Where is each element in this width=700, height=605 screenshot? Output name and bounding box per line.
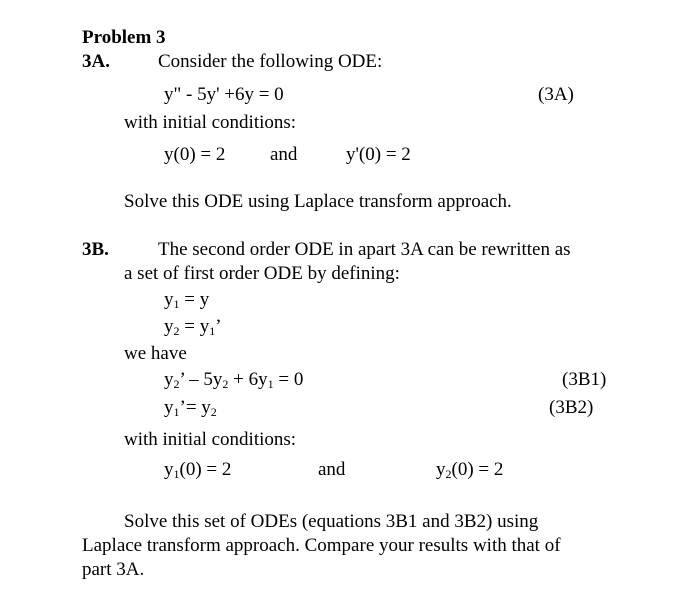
part-b-eq1-tag: (3B1)	[562, 369, 607, 390]
part-b-instruction-line2: Laplace transform approach. Compare your results with that of	[82, 535, 561, 556]
part-b-intro-line1: The second order ODE in apart 3A can be rewritten as	[158, 239, 571, 260]
part-b-ic1: $y_1(0) = 2$	[164, 459, 232, 481]
part-a-equation: y" - 5y' +6y = 0	[164, 84, 284, 105]
part-b-def2: $y_2 = y_1$’	[164, 316, 222, 338]
part-b-we-have: we have	[124, 343, 187, 364]
part-a-ic-intro: with initial conditions:	[124, 112, 297, 133]
part-b-ic-and: and	[318, 459, 346, 480]
part-b-ic2: $y_2(0) = 2$	[436, 459, 504, 481]
part-b-def1: $y_1 = y$	[164, 289, 210, 311]
part-a-ic1: y(0) = 2	[164, 144, 226, 165]
problem-title: Problem 3	[82, 27, 166, 48]
part-b-eq2-tag: (3B2)	[549, 397, 594, 418]
part-b-instruction-line1: Solve this set of ODEs (equations 3B1 and 3B2) using	[124, 511, 539, 532]
part-a-intro: Consider the following ODE:	[158, 51, 383, 72]
part-b-intro-line2: a set of first order ODE by defining:	[124, 263, 400, 284]
part-a-label: 3A.	[82, 51, 110, 72]
part-b-eq2: $y_1’= y_2$	[164, 397, 217, 419]
part-b-instruction-line3: part 3A.	[82, 559, 145, 580]
part-a-ic-and: and	[270, 144, 298, 165]
part-b-ic-intro: with initial conditions:	[124, 429, 297, 450]
part-a-ic2: y'(0) = 2	[346, 144, 411, 165]
part-a-equation-tag: (3A)	[538, 84, 574, 105]
part-b-label: 3B.	[82, 239, 109, 260]
part-a-instruction: Solve this ODE using Laplace transform approach.	[124, 191, 512, 212]
part-b-eq1: $y_2$’ – $5y_2 + 6y_1 = 0$	[164, 369, 304, 391]
